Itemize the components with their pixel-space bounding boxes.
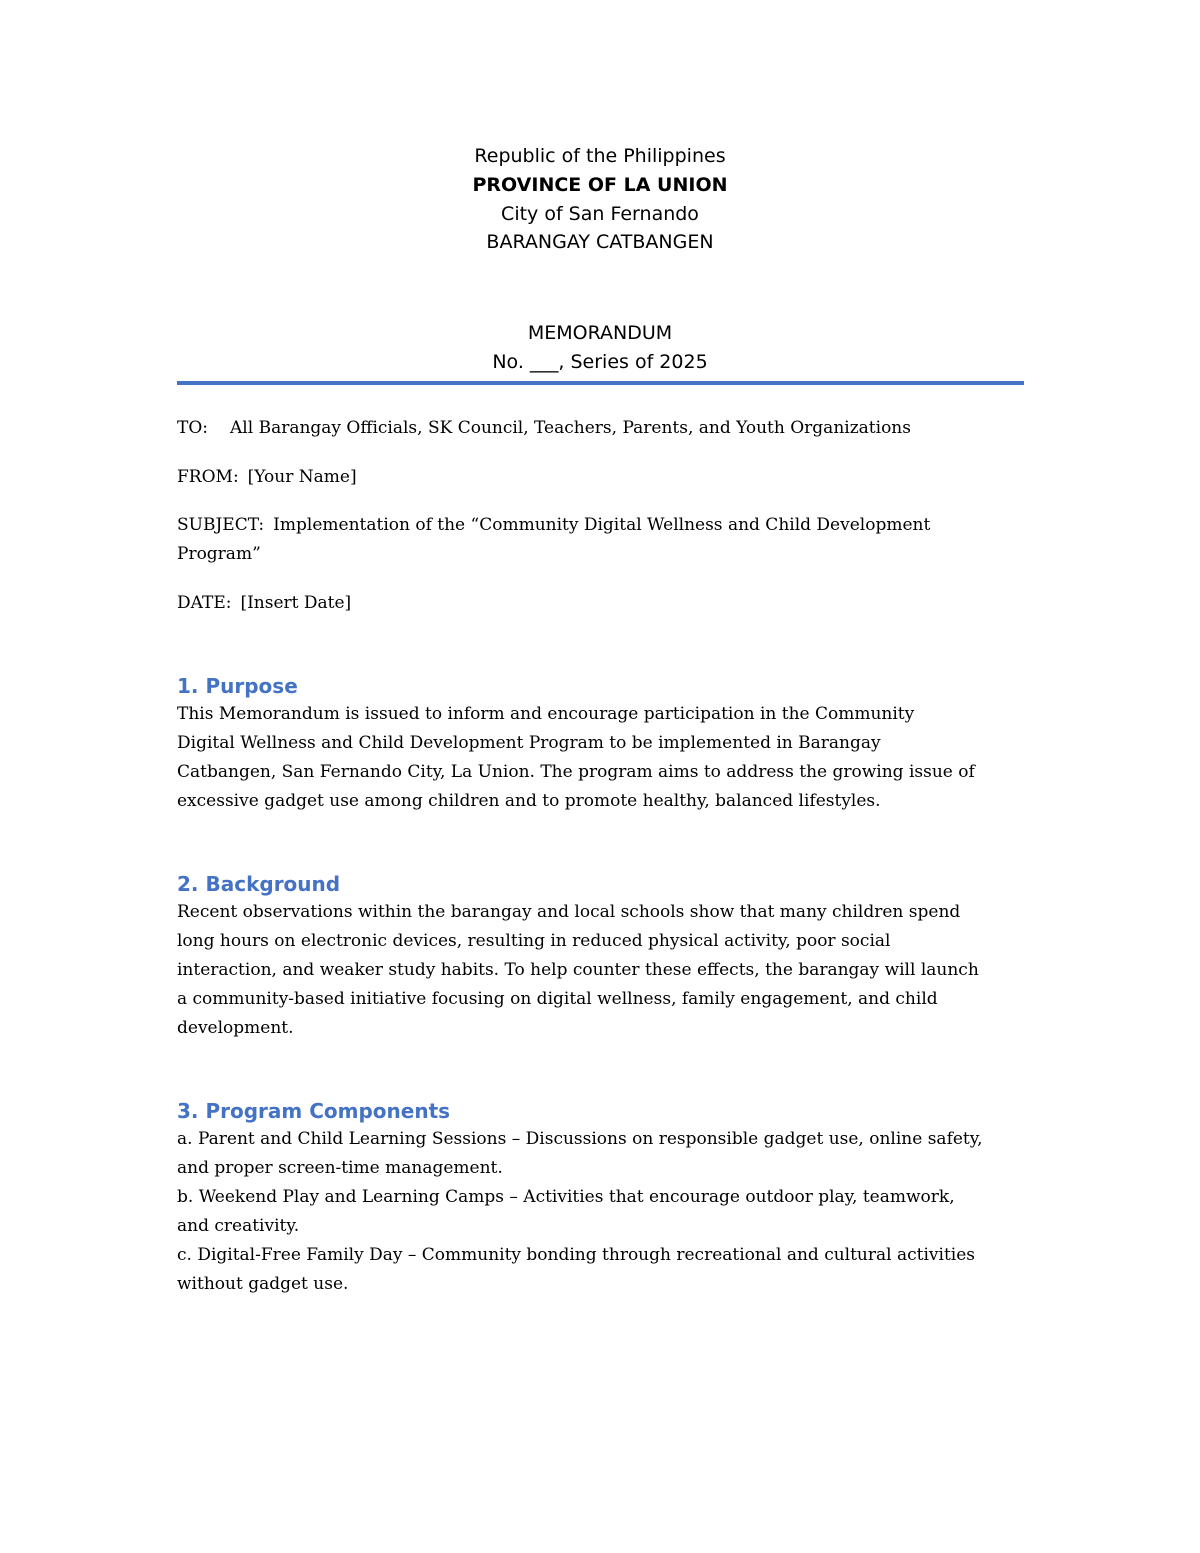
components-list <box>177 1125 1024 1299</box>
letterhead-city: City of San Fernando <box>501 203 699 225</box>
date-value: [Insert Date] <box>240 593 352 613</box>
component-line: and creativity. <box>177 1216 300 1236</box>
component-line: a. Parent and Child Learning Sessions – Discussions on responsible gadget use, online safety, <box>177 1129 983 1149</box>
purpose-paragraph <box>177 700 1024 816</box>
to-value: All Barangay Officials, SK Council, Teachers, Parents, and Youth Organizations <box>230 418 911 438</box>
subject-value-line1: Implementation of the “Community Digital Wellness and Child Development <box>273 515 931 535</box>
memo-number: No. ___, Series of 2025 <box>492 351 708 373</box>
purpose-heading: 1. Purpose <box>177 674 298 698</box>
background-line: interaction, and weaker study habits. To help counter these effects, the barangay will launch <box>177 960 979 980</box>
components-heading: 3. Program Components <box>177 1099 451 1123</box>
memo-title: MEMORANDUM <box>527 322 673 344</box>
subject-field <box>177 511 1024 569</box>
component-line: without gadget use. <box>177 1274 349 1294</box>
letterhead-barangay: BARANGAY CATBANGEN <box>486 231 714 253</box>
from-value: [Your Name] <box>247 467 357 487</box>
date-field <box>177 589 1024 618</box>
from-label: FROM: <box>177 467 239 487</box>
background-line: a community-based initiative focusing on digital wellness, family engagement, and child <box>177 989 938 1009</box>
to-field <box>177 414 1024 443</box>
component-line: and proper screen-time management. <box>177 1158 503 1178</box>
letterhead-province: PROVINCE OF LA UNION <box>472 174 728 196</box>
subject-label: SUBJECT: <box>177 515 265 535</box>
header-divider <box>177 381 1024 385</box>
purpose-line: This Memorandum is issued to inform and encourage participation in the Community <box>177 704 915 724</box>
component-line: b. Weekend Play and Learning Camps – Activities that encourage outdoor play, teamwork, <box>177 1187 955 1207</box>
component-line: c. Digital-Free Family Day – Community bonding through recreational and cultural activities <box>177 1245 976 1265</box>
background-line: development. <box>177 1018 294 1038</box>
background-line: long hours on electronic devices, resulting in reduced physical activity, poor social <box>177 931 891 951</box>
purpose-line: excessive gadget use among children and to promote healthy, balanced lifestyles. <box>177 791 881 811</box>
background-line: Recent observations within the barangay and local schools show that many children spend <box>177 902 961 922</box>
letterhead-republic: Republic of the Philippines <box>474 145 726 167</box>
background-paragraph <box>177 898 1024 1043</box>
background-heading: 2. Background <box>177 872 341 896</box>
date-label: DATE: <box>177 593 232 613</box>
to-label: TO: <box>177 418 209 438</box>
subject-value-line2: Program” <box>177 544 261 564</box>
from-field <box>177 463 1024 492</box>
purpose-line: Catbangen, San Fernando City, La Union. The program aims to address the growing issue of <box>177 762 975 782</box>
purpose-line: Digital Wellness and Child Development Program to be implemented in Barangay <box>177 733 881 753</box>
